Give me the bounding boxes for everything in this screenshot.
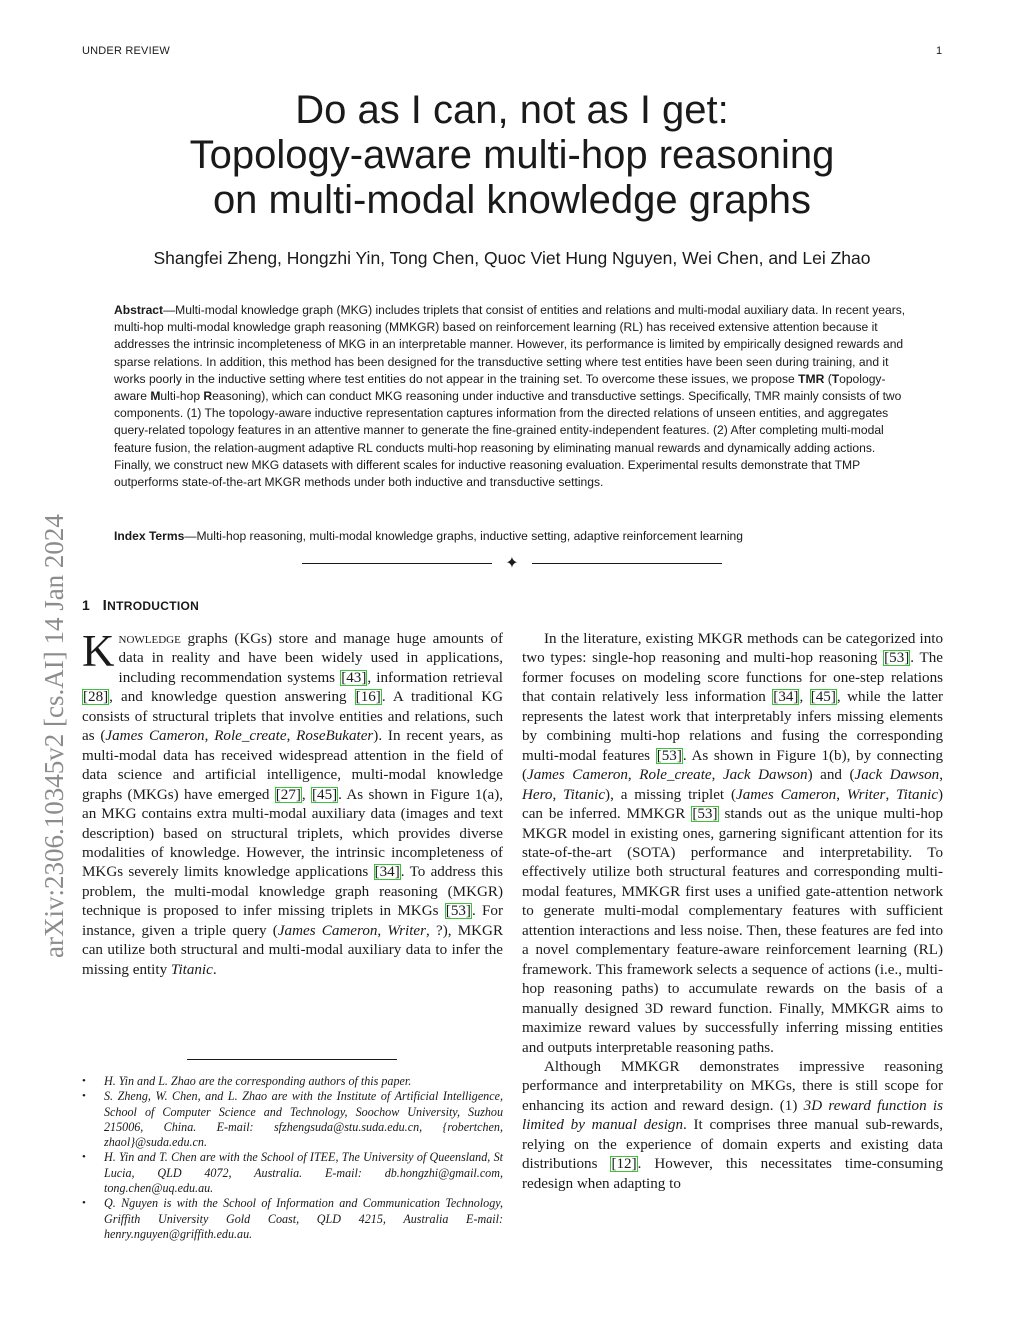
body-text: , while the latter represents the latest work that interpretably infers missing elements by combining multi-hop relations and fusing the corresponding multi-modal features	[522, 689, 944, 764]
body-text: . To address this problem, the multi-modal knowledge graph reasoning (MKGR) technique is proposed to infer missing triplets in MKGs	[82, 864, 504, 920]
abstract-text: opology-aware	[114, 371, 886, 404]
right-column	[522, 630, 943, 1194]
section-divider	[302, 557, 722, 571]
citation-link[interactable]: [53]	[692, 806, 718, 823]
footnotes	[82, 1074, 503, 1242]
footnote	[82, 1089, 503, 1150]
body-text: ,	[711, 767, 723, 784]
body-text: ,	[627, 767, 640, 784]
arxiv-stamp: arXiv:2306.10345v2 [cs.AI] 14 Jan 2024	[39, 514, 69, 958]
bullet-icon: •	[82, 1151, 86, 1164]
body-text: ,	[939, 767, 943, 784]
italic-term: Titanic	[563, 786, 606, 803]
body-text: . The former focuses on modeling score functions for one-step relations that contain relatively less information	[522, 650, 943, 706]
title-line-1: Do as I can, not as I get:	[295, 88, 729, 132]
left-column	[82, 626, 504, 980]
divider-line-right	[532, 563, 722, 564]
intro-paragraph-1	[82, 626, 504, 980]
body-text: . However, this necessitates time-consuming redesign when adapting to	[522, 1156, 943, 1192]
body-text: ). In recent years, as multi-modal data has received widespread attention in the field of data science and artificial intelligence, multi-modal knowledge graphs (MKGs) have emerged	[82, 728, 504, 803]
footnote	[82, 1150, 503, 1196]
citation-link[interactable]: [34]	[773, 689, 799, 706]
italic-term: Writer	[387, 922, 426, 939]
abstract-text: (	[824, 371, 832, 386]
footnote-text: H. Yin and L. Zhao are the corresponding authors of this paper.	[104, 1074, 412, 1088]
footnote	[82, 1196, 503, 1242]
abstract-tmr: TMR	[798, 371, 825, 386]
body-text: ,	[552, 786, 564, 803]
italic-term: RoseBukater	[296, 728, 374, 745]
citation-link[interactable]: [27]	[275, 786, 301, 803]
citation-link[interactable]: [28]	[83, 689, 109, 706]
body-text: , and knowledge question answering	[109, 689, 355, 706]
title-line-2: Topology-aware multi-hop reasoning	[189, 133, 835, 177]
italic-term: James Cameron	[105, 728, 205, 745]
italic-term: Jack Dawson	[854, 767, 940, 784]
abstract-text: —Multi-modal knowledge graph (MKG) includes triplets that consist of entities and relations and multi-modal auxiliary data. In recent years, multi-hop multi-modal knowledge graph reasoning (MMKGR) based on reinforcement learning (RL) has received extensive attention because it addresses the intrinsic incompleteness of MKG in an interpretable manner. However, its performance is limited by empirically designed rewards and sparse relations. In addition, this method has been designed for the transductive setting where test entities have been seen during training, and it works poorly in the inductive setting where test entities do not appear in the training set. To overcome these issues, we propose	[114, 303, 906, 386]
abstract-text: ulti-hop	[160, 389, 204, 404]
italic-term: Writer	[846, 786, 886, 803]
body-text: . It comprises three manual sub-rewards, relying on the experience of domain experts and existing data distributions	[522, 1117, 943, 1173]
body-text: ,	[286, 728, 297, 745]
bullet-icon: •	[82, 1075, 86, 1087]
body-text: . As shown in Figure 1(b), by connecting (	[522, 747, 943, 784]
body-text: ,	[885, 786, 897, 803]
section-title-rest: NTRODUCTION	[107, 599, 200, 613]
italic-term: Role_create	[639, 767, 712, 784]
citation-link[interactable]: [45]	[312, 786, 338, 803]
section-heading	[82, 597, 199, 614]
body-text: ,	[799, 689, 810, 706]
italic-term: James Cameron	[527, 767, 628, 784]
bullet-icon: •	[82, 1090, 86, 1103]
italic-term: Hero	[522, 786, 553, 803]
author-list: Shangfei Zheng, Hongzhi Yin, Tong Chen, Quoc Viet Hung Nguyen, Wei Chen, and Lei Zhao	[153, 248, 871, 268]
body-text: ), a missing triplet (	[605, 786, 737, 803]
abstract-label: Abstract	[114, 303, 164, 317]
body-text: ,	[377, 922, 388, 939]
body-text: . For instance, given a triple query (	[82, 903, 504, 939]
footnote-text: H. Yin and T. Chen are with the School of ITEE, The University of Queensland, St Lucia, QLD 4072, Australia. E-mail: db.hongzhi@gmail.com, tong.chen@uq.edu.au.	[104, 1150, 503, 1196]
body-text: .	[212, 961, 217, 978]
citation-link[interactable]: [12]	[611, 1156, 637, 1173]
body-text: . A traditional KG consists of structural triplets that involve entities and relations, such as (	[82, 689, 503, 745]
running-header: UNDER REVIEW	[82, 45, 170, 57]
body-text: , information retrieval	[367, 669, 504, 686]
citation-link[interactable]: [43]	[341, 669, 367, 686]
italic-term: Role_create	[214, 728, 287, 745]
body-text: ,	[836, 786, 847, 803]
footnote	[82, 1074, 503, 1089]
intro-paragraph-2	[522, 630, 943, 1058]
body-text: . As shown in Figure 1(a), an MKG contains extra multi-modal auxiliary data (images and text description) based on structural triplets, which provides diverse modalities of knowledge. However, the intrinsic incompleteness of MKGs severely limits knowledge applications	[82, 786, 503, 881]
citation-link[interactable]: [45]	[810, 689, 836, 706]
abstract-text: easoning), which can conduct MKG reasoning under inductive and transductive settings. Specifically, TMR mainly consists of two components. (1) The topology-aware inductive representation captures information from the directed relations of unseen entities, and aggregates query-related topology features in an attentive manner to generate the fine-grained entity-independent features. (2) After completing multi-modal feature fusion, the relation-augment adaptive RL conducts multi-hop reasoning by eliminating manual rewards and dynamically adding actions. Finally, we construct new MKG datasets with different scales for inductive reasoning evaluation. Experimental results demonstrate that TMP outperforms state-of-the-art MKGR methods under both inductive and transductive settings.	[114, 389, 902, 490]
abstract-acronym-letter: T	[831, 371, 840, 386]
citation-link[interactable]: [53]	[656, 747, 682, 764]
body-text: stands out as the unique multi-hop MKGR model in existing ones, garnering significant attention for its state-of-the-art (SOTA) performance and interpretability. To effectively utilize both structural features and corresponding multi-modal features, MMKGR first uses a unified gate-attention network to generate multi-modal complementary features with sufficient attention interactions and less noise. Then, these features are fed into a novel complementary feature-aware reinforcement learning (RL) framework. This framework selects a sequence of actions (i.e., multi-hop reasoning paths) to accumulate rewards on the basis of a manually designed 3D reward function. Finally, MMKGR aims to maximize reward values by successfully inferring missing entities and outputs interpretable reasoning paths.	[522, 806, 943, 1056]
footnote-rule	[187, 1059, 397, 1060]
body-text: graphs (KGs) store and manage huge amounts of data in reality and have been widely used in applications, including recommendation systems	[118, 631, 503, 686]
italic-term: Titanic	[896, 786, 939, 803]
section-title-initial: I	[102, 597, 108, 614]
citation-link[interactable]: [16]	[355, 689, 381, 706]
body-text: ) and (	[807, 767, 855, 784]
italic-term: Titanic	[170, 961, 213, 978]
body-text: Although MMKGR demonstrates impressive reasoning performance and interpretability on MKGs, there is still scope for enhancing its action and reward design. (1)	[522, 1058, 943, 1114]
intro-paragraph-3	[522, 1058, 943, 1194]
abstract	[114, 302, 910, 491]
citation-link[interactable]: [34]	[374, 864, 400, 881]
drop-cap: K	[82, 626, 115, 676]
abstract-acronym-letter: M	[150, 389, 161, 404]
small-caps-word: nowledge	[118, 631, 181, 647]
paper-title	[80, 88, 944, 223]
italic-term: Jack Dawson	[722, 767, 808, 784]
body-text: ,	[204, 728, 215, 745]
section-number: 1	[82, 597, 91, 613]
footnote-text: Q. Nguyen is with the School of Information and Communication Technology, Griffith University Gold Coast, QLD 4215, Australia E-mail: henry.nguyen@griffith.edu.au.	[104, 1196, 503, 1241]
footnote-text: S. Zheng, W. Chen, and L. Zhao are with the Institute of Artificial Intelligence, School of Computer Science and Technology, Soochow University, Suzhou 215006, China. E-mail: sfzhengsuda@stu.suda.edu.cn, {robertchen, zhaol}@suda.edu.cn.	[104, 1089, 503, 1150]
abstract-acronym-letter: R	[203, 389, 213, 404]
divider-line-left	[302, 563, 492, 564]
index-terms-text: —Multi-hop reasoning, multi-modal knowledge graphs, inductive setting, adaptive reinforcement learning	[184, 529, 743, 543]
title-line-3: on multi-modal knowledge graphs	[212, 178, 812, 222]
divider-star-icon: ✦	[505, 555, 519, 572]
page-number: 1	[936, 45, 943, 57]
index-terms-label: Index Terms	[114, 529, 185, 543]
index-terms	[114, 528, 910, 545]
body-text: In the literature, existing MKGR methods can be categorized into two types: single-hop reasoning and multi-hop reasoning	[522, 631, 943, 667]
body-text: ,	[301, 786, 311, 803]
citation-link[interactable]: [53]	[445, 903, 471, 920]
italic-term: 3D reward function is limited by manual design	[522, 1097, 943, 1134]
body-text: ) can be inferred. MMKGR	[522, 786, 944, 823]
bullet-icon: •	[82, 1197, 86, 1210]
italic-term: James Cameron	[277, 922, 378, 939]
italic-term: James Cameron	[736, 786, 837, 803]
body-text: , ?), MKGR can utilize both structural and multi-modal auxiliary data to infer the missing entity	[82, 922, 504, 978]
citation-link[interactable]: [53]	[884, 650, 910, 667]
